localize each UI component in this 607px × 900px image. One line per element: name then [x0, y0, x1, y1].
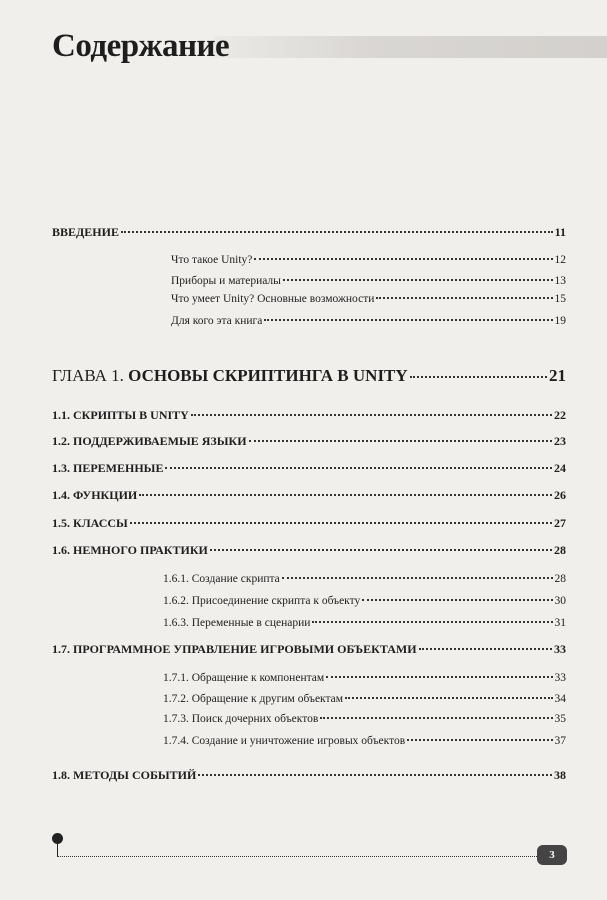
dot-leader: [282, 577, 553, 579]
toc-label: 1.6. НЕМНОГО ПРАКТИКИ: [52, 543, 208, 557]
toc-subentry: [163, 617, 566, 629]
toc-page: 22: [554, 408, 566, 422]
toc-page: 30: [554, 595, 566, 607]
toc-subentry: [171, 293, 566, 305]
toc-label: ВВЕДЕНИЕ: [52, 225, 119, 239]
toc-subentry: [163, 735, 566, 747]
toc-page: 12: [554, 254, 566, 266]
toc-label: Что такое Unity?: [171, 254, 253, 266]
chapter-title: ОСНОВЫ СКРИПТИНГА В UNITY: [128, 366, 408, 385]
toc-entry: [52, 408, 566, 423]
footer-dotted-line: [57, 856, 539, 857]
toc-subentry: [163, 713, 566, 725]
toc-entry: [52, 434, 566, 449]
dot-leader: [407, 739, 552, 741]
toc-label: 1.5. КЛАССЫ: [52, 516, 128, 530]
toc-label: 1.7.4. Создание и уничтожение игровых объектов: [163, 735, 406, 747]
toc-page: 28: [554, 573, 566, 585]
toc-page: 35: [554, 713, 566, 725]
toc-label: 1.6.3. Переменные в сценарии: [163, 617, 311, 629]
dot-leader: [376, 297, 552, 299]
toc-page: 19: [554, 315, 566, 327]
toc-entry: [52, 516, 566, 531]
toc-label: 1.7.2. Обращение к другим объектам: [163, 693, 344, 705]
page-number-badge: 3: [537, 845, 567, 865]
dot-leader: [121, 231, 553, 233]
dot-leader: [130, 522, 552, 524]
dot-leader: [362, 599, 552, 601]
toc-page: 21: [549, 366, 566, 385]
toc-subentry: [163, 672, 566, 684]
toc-entry: [52, 768, 566, 783]
toc-label: 1.2. ПОДДЕРЖИВАЕМЫЕ ЯЗЫКИ: [52, 434, 247, 448]
toc-page: 26: [554, 488, 566, 502]
title-decoration-bar: [213, 36, 607, 58]
toc-subentry: [171, 315, 566, 327]
toc-subentry: [163, 595, 566, 607]
dot-leader: [191, 414, 552, 416]
toc-label: Что умеет Unity? Основные возможности: [171, 293, 375, 305]
toc-label: 1.4. ФУНКЦИИ: [52, 488, 138, 502]
dot-leader: [419, 648, 552, 650]
toc-entry: [52, 642, 566, 657]
toc-label: Приборы и материалы: [171, 275, 281, 287]
toc-page: 34: [554, 693, 566, 705]
toc-page: 37: [554, 735, 566, 747]
toc-label: 1.8. МЕТОДЫ СОБЫТИЙ: [52, 768, 197, 782]
toc-label: Для кого эта книга: [171, 315, 263, 327]
dot-leader: [198, 774, 552, 776]
dot-leader: [264, 319, 552, 321]
toc-entry: [52, 543, 566, 558]
toc-label: 1.7.1. Обращение к компонентам: [163, 672, 325, 684]
toc-page: 38: [554, 768, 566, 782]
toc-label: 1.6.1. Создание скрипта: [163, 573, 280, 585]
toc-page: 33: [554, 642, 566, 656]
toc-page: 11: [554, 225, 566, 239]
dot-leader: [345, 697, 552, 699]
dot-leader: [283, 279, 553, 281]
toc-label: 1.6.2. Присоединение скрипта к объекту: [163, 595, 361, 607]
toc-page: 15: [554, 293, 566, 305]
toc-label: 1.7. ПРОГРАММНОЕ УПРАВЛЕНИЕ ИГРОВЫМИ ОБЪЕКТАМИ: [52, 642, 417, 656]
toc-page: 31: [554, 617, 566, 629]
dot-leader: [165, 467, 552, 469]
toc-page: 33: [554, 672, 566, 684]
toc-subentry: [171, 254, 566, 266]
toc-page: 27: [554, 516, 566, 530]
toc-chapter: [52, 366, 566, 386]
chapter-heading: [52, 366, 408, 386]
dot-leader: [254, 258, 552, 260]
dot-leader: [210, 549, 552, 551]
dot-leader: [249, 440, 552, 442]
toc-entry: [52, 488, 566, 503]
toc-page: 23: [554, 434, 566, 448]
toc-label: 1.3. ПЕРЕМЕННЫЕ: [52, 461, 164, 475]
dot-leader: [139, 494, 552, 496]
dot-leader: [320, 717, 552, 719]
toc-entry-intro: [52, 225, 566, 240]
toc-label: 1.1. СКРИПТЫ В UNITY: [52, 408, 189, 422]
toc-page: 28: [554, 543, 566, 557]
toc-page: 13: [554, 275, 566, 287]
toc-subentry: [171, 275, 566, 287]
page-title: Содержание: [52, 28, 230, 64]
chapter-prefix: ГЛАВА 1.: [52, 366, 124, 385]
toc-subentry: [163, 693, 566, 705]
toc-page: 24: [554, 461, 566, 475]
footer-stem: [57, 842, 58, 856]
toc-entry: [52, 461, 566, 476]
toc-subentry: [163, 573, 566, 585]
dot-leader: [410, 376, 547, 378]
toc-label: 1.7.3. Поиск дочерних объектов: [163, 713, 319, 725]
dot-leader: [326, 676, 552, 678]
dot-leader: [312, 621, 552, 623]
